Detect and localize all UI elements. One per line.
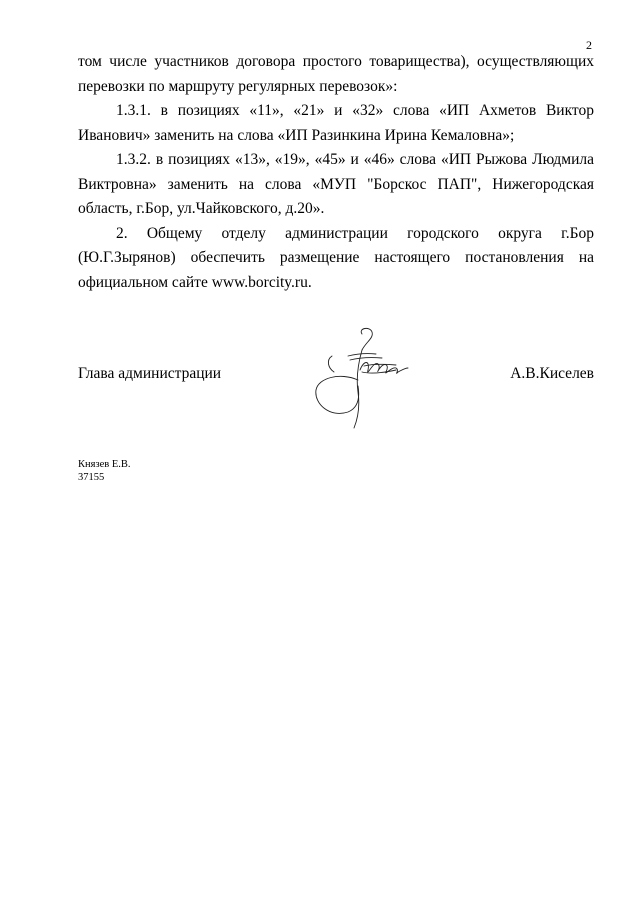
paragraph-continuation: том числе участников договора простого товарищества), осуществляющих перевозки по маршруту регулярных перевозок»:	[78, 53, 594, 95]
document-body	[78, 50, 594, 295]
executor-info	[78, 459, 131, 484]
paragraph-item-1-3-1: 1.3.1. в позициях «11», «21» и «32» слова «ИП Ахметов Виктор Иванович» заменить на слова «ИП Разинкина Ирина Кемаловна»;	[78, 102, 594, 144]
signatory-position: Глава администрации	[78, 365, 222, 382]
page-number: 2	[586, 38, 592, 52]
paragraph-item-1-3-2: 1.3.2. в позициях «13», «19», «45» и «46» слова «ИП Рыжова Людмила Виктровна» заменить на слова «МУП "Борскос ПАП", Нижегородская область, г.Бор, ул.Чайковского, д.20».	[78, 151, 594, 217]
paragraph-item-2: 2. Общему отделу администрации городского округа г.Бор (Ю.Г.Зырянов) обеспечить размещение настоящего постановления на официальном сайте www.borcity.ru.	[78, 224, 594, 291]
signatory-name: А.В.Киселев	[510, 365, 594, 382]
signature-block	[78, 364, 594, 384]
executor-phone: 37155	[78, 471, 105, 483]
executor-name: Князев Е.В.	[78, 459, 131, 470]
